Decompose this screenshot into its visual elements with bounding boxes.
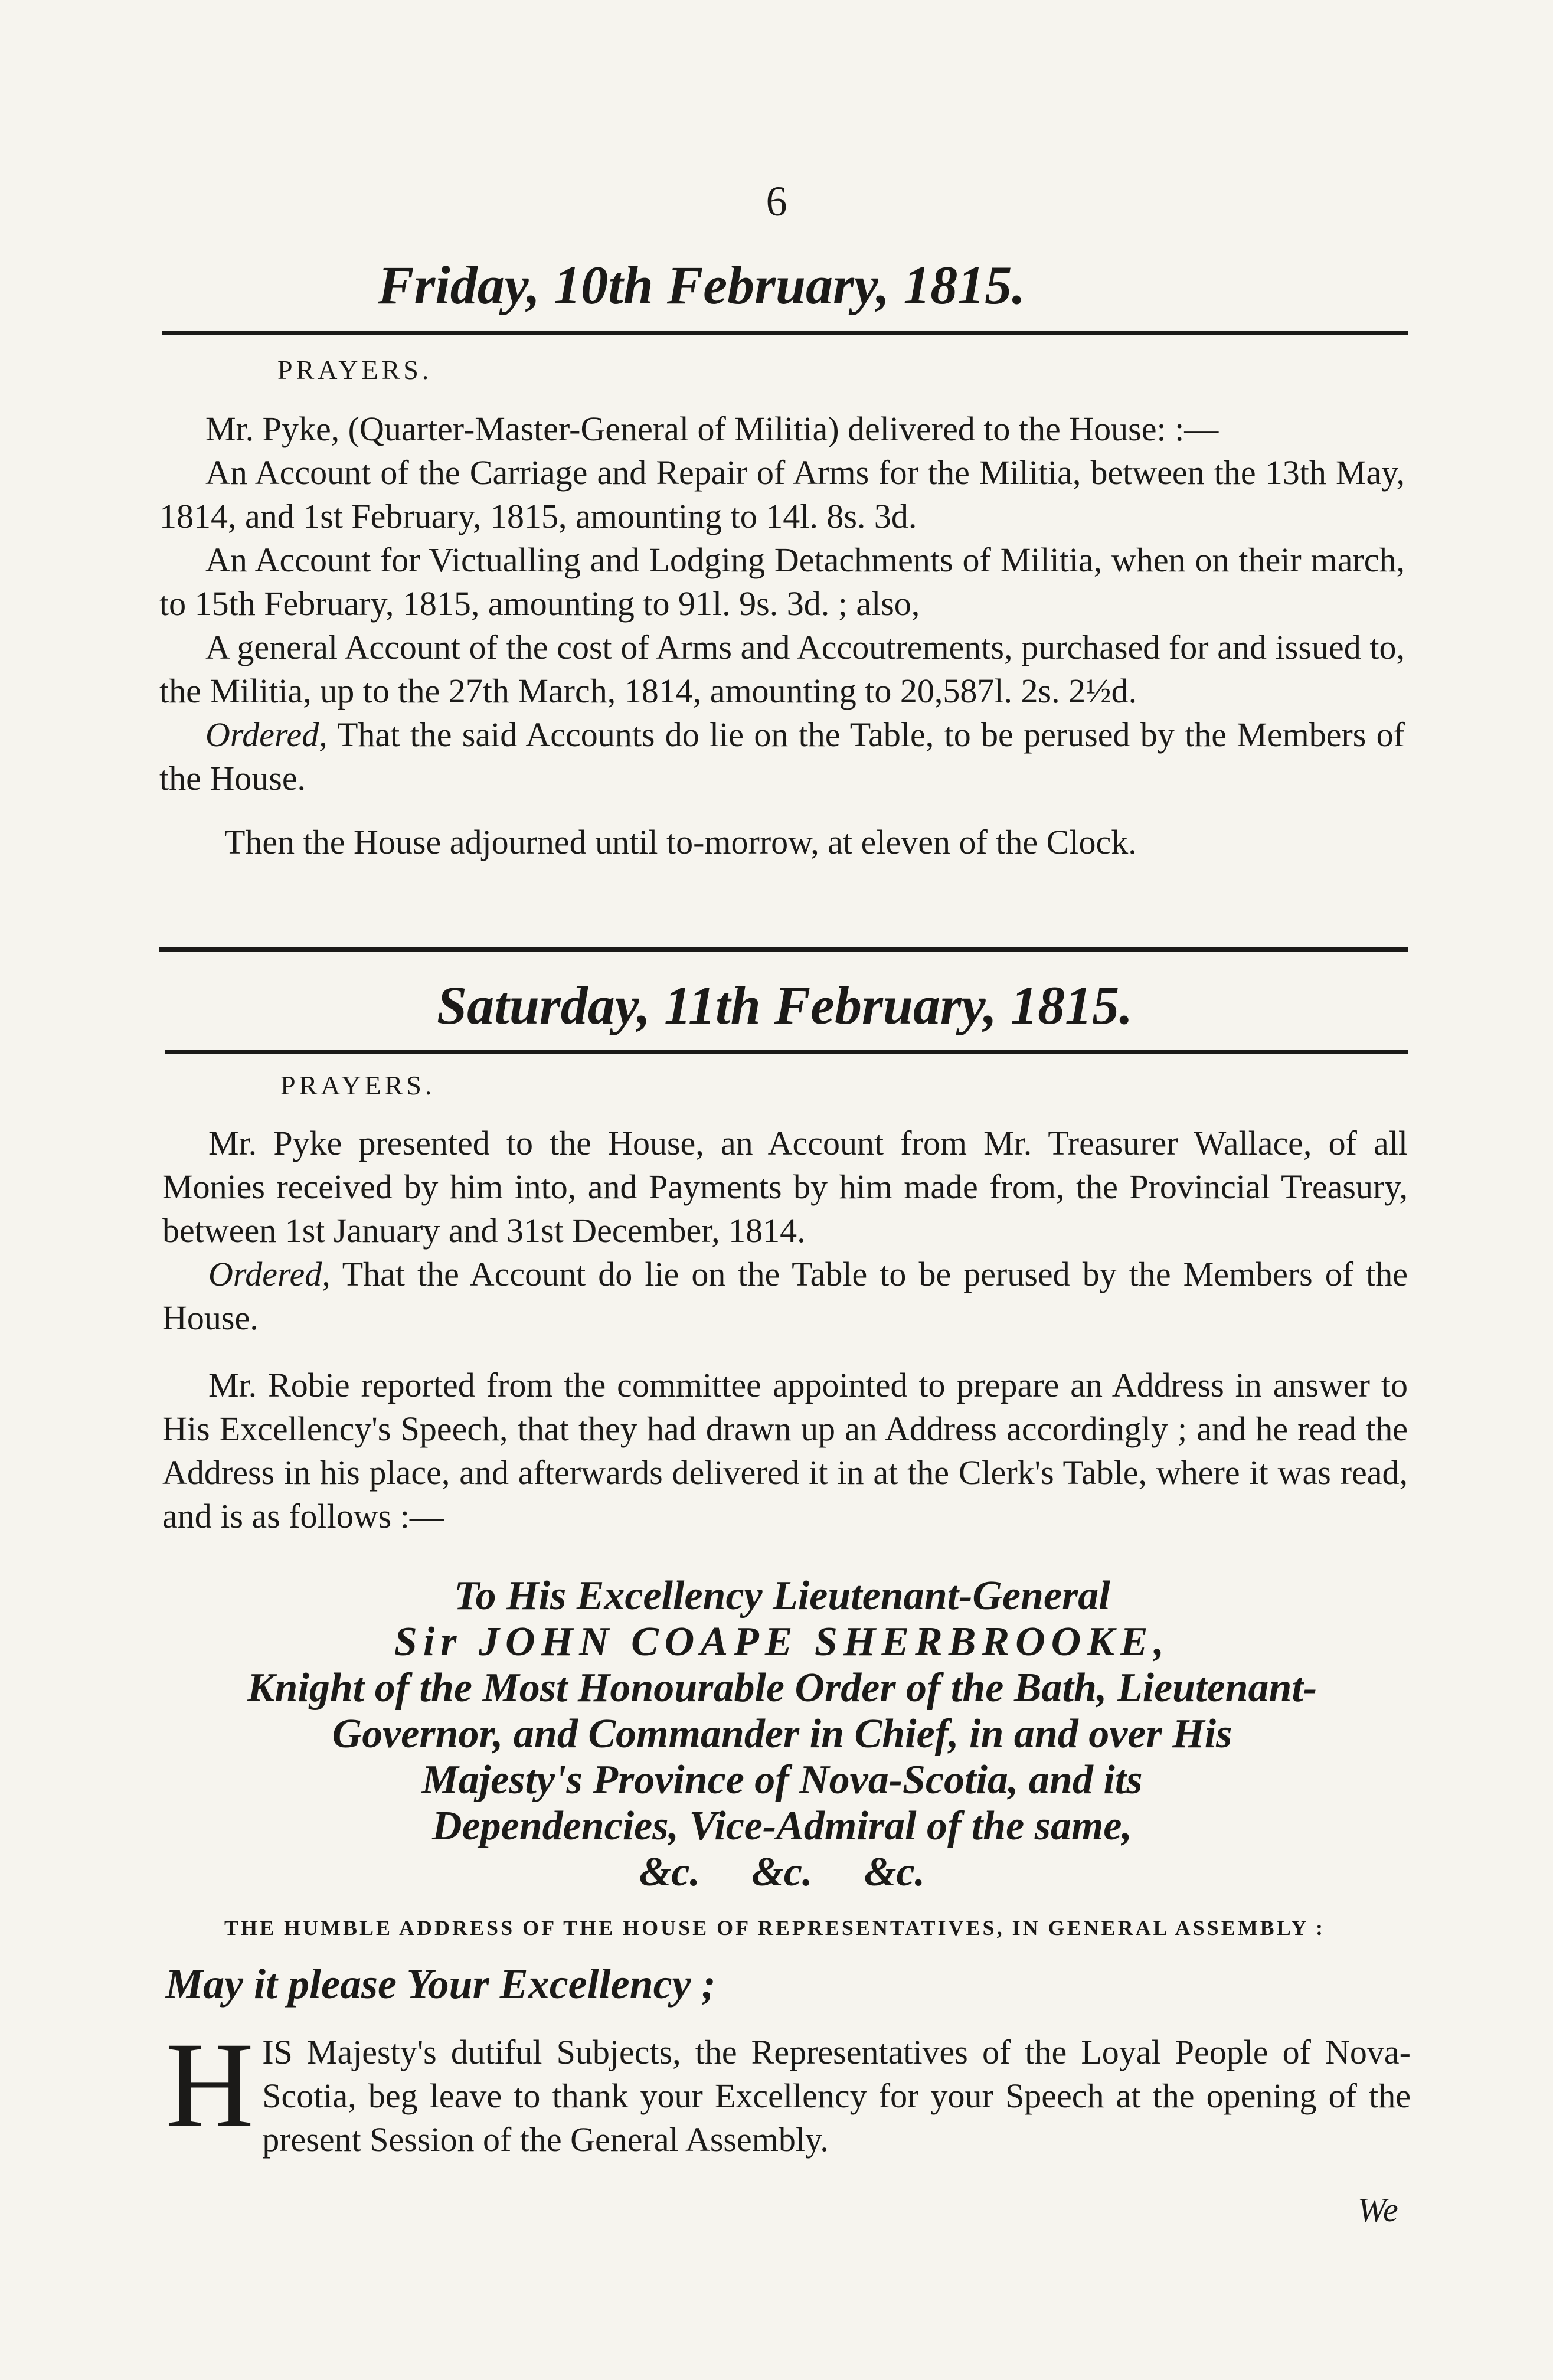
friday-proceedings (159, 407, 1405, 864)
drop-cap: H (165, 2017, 254, 2153)
humble-address-heading: THE HUMBLE ADDRESS OF THE HOUSE OF REPRESENTATIVES, IN GENERAL ASSEMBLY : (224, 1916, 1326, 1940)
account-arms-accoutrements: A general Account of the cost of Arms and Accoutrements, purchased for and issued to, the Militia, up to the 27th March, 1814, amounting to 20,587l. 2s. 2½d. (159, 628, 1405, 710)
address-heading (148, 1573, 1417, 1895)
dateline-saturday: Saturday, 11th February, 1815. (437, 975, 1133, 1035)
address-line: Dependencies, Vice-Admiral of the same, (432, 1803, 1132, 1849)
account-victualling: An Account for Victualling and Lodging Detachments of Militia, when on their march, to 15th February, 1815, amounting to 91l. 9s. 3d. ; also, (159, 541, 1405, 623)
page-number: 6 (766, 178, 787, 225)
order-text: That the Account do lie on the Table to be perused by the Members of the House. (162, 1255, 1408, 1337)
address-body-text: IS Majesty's dutiful Subjects, the Representatives of the Loyal People of Nova-Scotia, beg leave to thank your Excellency for your Speech at the opening of the present Session of the General Assembly. (262, 2033, 1411, 2159)
account-carriage-repair: An Account of the Carriage and Repair of Arms for the Militia, between the 13th May, 1814, and 1st February, 1815, amounting to 14l. 8s. 3d. (159, 453, 1405, 535)
adjournment-statement: Then the House adjourned until to-morrow, at eleven of the Clock. (224, 823, 1137, 861)
address-line: Majesty's Province of Nova-Scotia, and its (421, 1757, 1143, 1803)
ordered-label: Ordered, (208, 1255, 331, 1293)
prayers-heading: PRAYERS. (277, 355, 433, 385)
salutation: May it please Your Excellency ; (165, 1960, 716, 2008)
order-text: That the said Accounts do lie on the Table, to be perused by the Members of the House. (159, 715, 1405, 797)
divider-rule (159, 947, 1408, 952)
saturday-proceedings (162, 1122, 1408, 1538)
ordered-label: Ordered, (205, 715, 328, 754)
catchword: We (1358, 2191, 1398, 2229)
order-accounts-lie-on-table (159, 713, 1405, 800)
order-account-lie-on-table (162, 1253, 1408, 1340)
dateline-friday: Friday, 10th February, 1815. (378, 255, 1026, 315)
address-line: &c. &c. &c. (639, 1849, 926, 1895)
delivery-statement: Mr. Pyke, (Quarter-Master-General of Militia) delivered to the House: :— (205, 410, 1219, 448)
address-committee-report: Mr. Robie reported from the committee appointed to prepare an Address in answer to His Excellency's Speech, that they had drawn up an Address accordingly ; and he read the Address in his place, and afterwards delivered it in at the Clerk's Table, where it was read, and is as follows :— (162, 1366, 1408, 1535)
address-line: Knight of the Most Honourable Order of the Bath, Lieutenant- (247, 1665, 1317, 1711)
divider-rule (165, 1050, 1408, 1054)
divider-rule (162, 331, 1408, 335)
address-line: To His Excellency Lieutenant-General (454, 1573, 1110, 1619)
address-line: Sir JOHN COAPE SHERBROOKE, (394, 1619, 1171, 1665)
treasury-account-presentation: Mr. Pyke presented to the House, an Account from Mr. Treasurer Wallace, of all Monies received by him into, and Payments by him made from, the Provincial Treasury, between 1st January and 31st December, 1814. (162, 1124, 1408, 1250)
address-line: Governor, and Commander in Chief, in and over His (332, 1711, 1232, 1757)
address-body (165, 2017, 1411, 2162)
prayers-heading: PRAYERS. (280, 1070, 436, 1100)
